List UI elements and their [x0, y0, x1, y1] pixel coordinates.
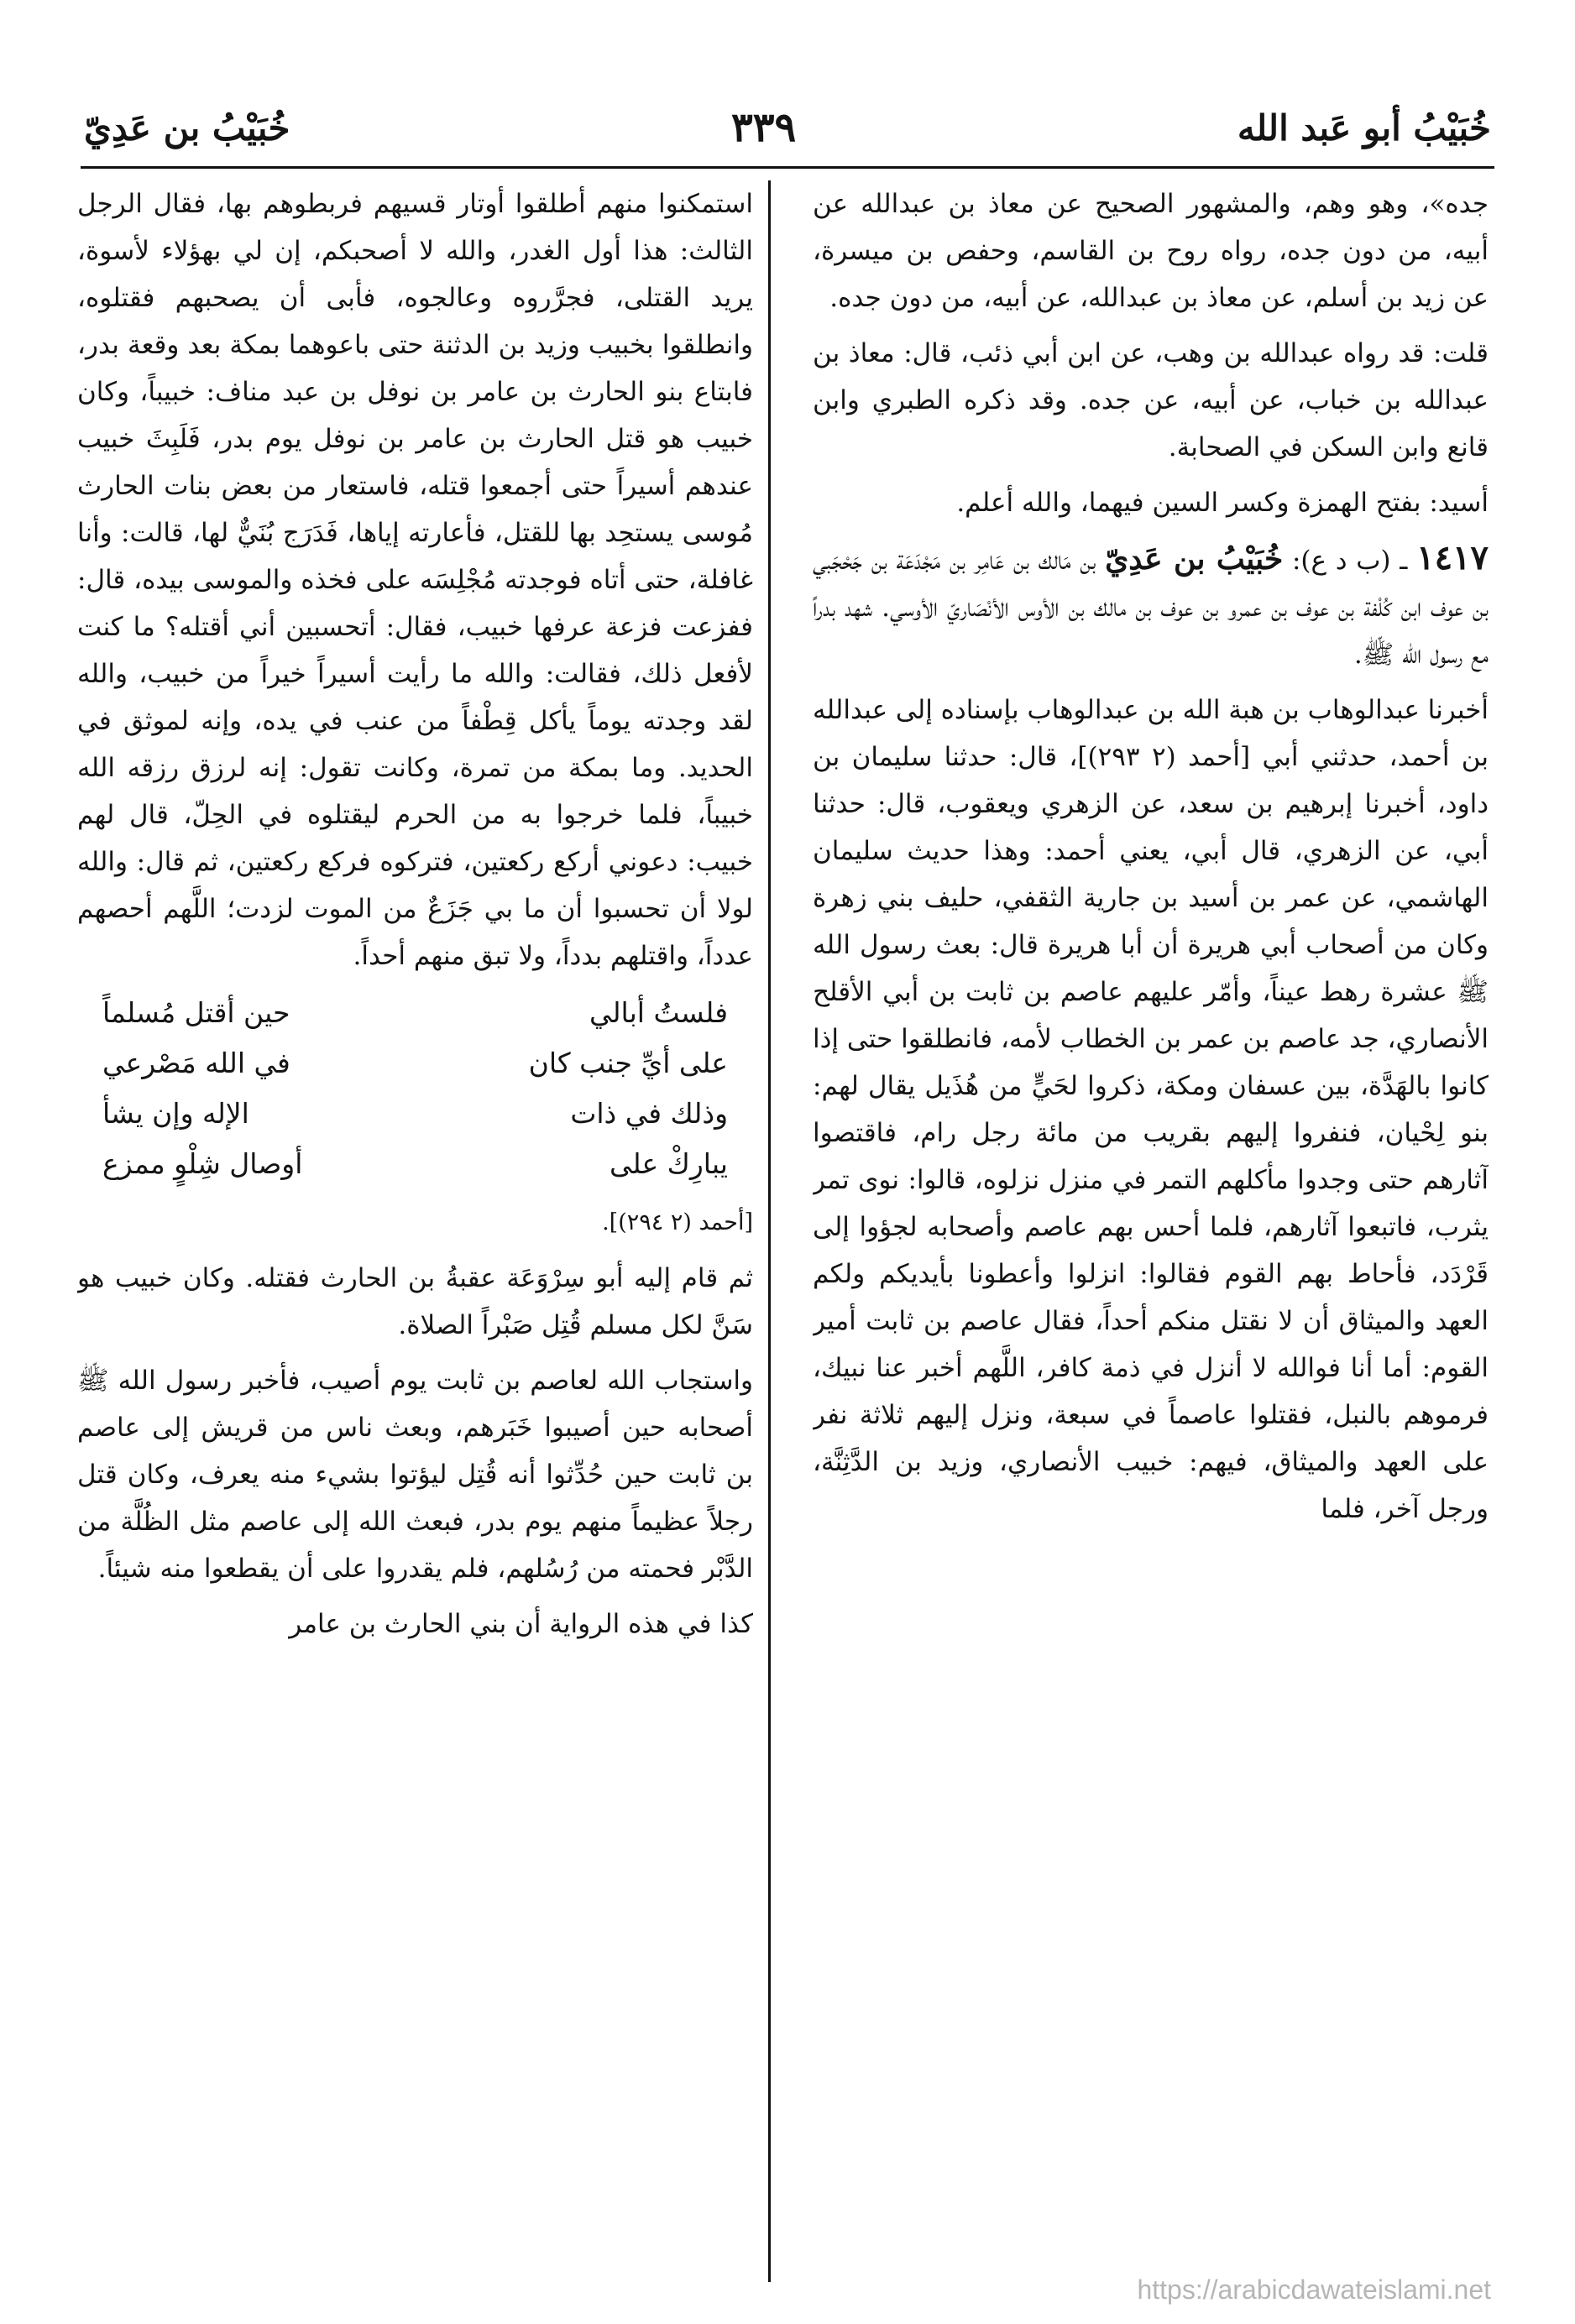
hemistich: في الله مَصْرعي — [102, 1047, 290, 1079]
running-title-left: خُبَيْبُ بن عَدِيّ — [84, 107, 290, 149]
entry-number: ١٤١٧ — [1416, 538, 1489, 577]
header-rule — [81, 166, 1494, 169]
paragraph: جده»، وهو وهم، والمشهور الصحيح عن معاذ بن عبدالله عن أبيه، من دون جده، رواه روح بن القاسم، وحفص بن ميسرة، عن زيد بن أسلم، عن معاذ بن عبدالله، عن أبيه، من دون جده. — [813, 189, 1489, 313]
running-title-right: خُبَيْبُ أبو عَبد الله — [1237, 107, 1491, 149]
entry-tags: ـ (ب د ع): — [1291, 546, 1408, 576]
paragraph: أسيد: بفتح الهمزة وكسر السين فيهما، والله أعلم. — [956, 488, 1489, 518]
page-number: ٣٣٩ — [730, 104, 797, 151]
entry-name: خُبَيْبُ بن عَدِيّ — [1105, 541, 1284, 577]
paragraph: استمكنوا منهم أطلقوا أوتار قسيهم فربطوهم بها، فقال الرجل الثالث: هذا أول الغدر، والله لا أصحبكم، إن لي بهؤلاء لأسوة، يريد القتلى، فجرَّروه وعالجوه، فأبى أن يصحبهم فقتلوه، وانطلقوا بخبيب وزيد بن الدثنة حتى باعوهما بمكة بعد وقعة بدر، فابتاع بنو الحارث بن عامر بن نوفل بن عبد مناف: خبيباً، وكان خبيب هو قتل الحارث بن عامر بن نوفل يوم بدر، فَلَبِثَ خبيب عندهم أسيراً حتى أجمعوا قتله، فاستعار من بعض بنات الحارث مُوسى يستحِد بها للقتل، فأعارته إياها، فَدَرَج بُنَيٌّ لها، قالت: وأنا غافلة، حتى أتاه فوجدته مُجْلِسَه على فخذه والموسى بيده، قال: ففزعت فزعة عرفها خبيب، فقال: أتحسبين أني أقتله؟ ما كنت لأفعل ذلك، فقالت: والله ما رأيت أسيراً خيراً من خبيب، والله لقد وجدته يوماً يأكل قِطْفاً من عنب في يده، وإنه لموثق في الحديد. وما بمكة من تمرة، وكانت تقول: إنه لرزق رزقه الله خبيباً، فلما خرجوا به من الحرم ليقتلوه في الحِلّ، قال لهم خبيب: دعوني أركع ركعتين، فتركوه فركع ركعتين، ثم قال: والله لولا أن تحسبوا أن ما بي جَزَعٌ من الموت لزدت؛ اللَّهم أحصهم عدداً، واقتلهم بدداً، ولا تبق منهم أحداً. — [77, 189, 753, 971]
hemistich: فلستُ أبالي — [589, 996, 728, 1029]
poem-line — [77, 988, 753, 1038]
hemistich: حين أقتل مُسلماً — [102, 996, 290, 1029]
poem-line — [77, 1139, 753, 1189]
paragraph: قلت: قد رواه عبدالله بن وهب، عن ابن أبي ذئب، قال: معاذ بن عبدالله بن خباب، عن أبيه، عن جده. وقد ذكره الطبري وابن قانع وابن السكن في الصحابة. — [813, 338, 1489, 462]
poem — [77, 988, 753, 1189]
hemistich: الإله وإن يشأ — [102, 1097, 249, 1130]
hemistich: أوصال شِلْوٍ ممزع — [102, 1147, 303, 1180]
poem-line — [77, 1089, 753, 1139]
right-column — [813, 180, 1489, 2262]
hemistich: وذلك في ذات — [570, 1097, 728, 1130]
paragraph: كذا في هذه الرواية أن بني الحارث بن عامر — [289, 1609, 753, 1639]
column-divider — [768, 180, 771, 2282]
watermark-url: https://arabicdawateislami.net — [1137, 2274, 1491, 2305]
poem-line — [77, 1038, 753, 1089]
left-column — [77, 180, 753, 2262]
paragraph: أخبرنا عبدالوهاب بن هبة الله بن عبدالوهاب بإسناده إلى عبدالله بن أحمد، حدثني أبي [أحمد (٢ ٢٩٣)]، قال: حدثنا سليمان بن داود، أخبرنا إبرهيم بن سعد، عن الزهري ويعقوب، قال: حدثنا أبي، عن الزهري، قال أبي، يعني أحمد: وهذا حديث سليمان الهاشمي، عن عمر بن أسيد بن جارية الثقفي، حليف بني زهرة وكان من أصحاب أبي هريرة أن أبا هريرة قال: بعث رسول الله ﷺ عشرة رهط عيناً، وأمّر عليهم عاصم بن ثابت بن أبي الأقلح الأنصاري، جد عاصم بن عمر بن الخطاب لأمه، فانطلقوا حتى إذا كانوا بالهَدَّة، بين عسفان ومكة، ذكروا لحَيٍّ من هُذَيل يقال لهم: بنو لِحْيان، فنفروا إليهم بقريب من مائة رجل رام، فاقتصوا آثارهم حتى وجدوا مأكلهم التمر في منزل نزلوه، قالوا: نوى تمر يثرب، فاتبعوا آثارهم، فلما أحس بهم عاصم وأصحابه لجؤوا إلى قَرْدَد، فأحاط بهم القوم فقالوا: انزلوا وأعطونا بأيديكم ولكم العهد والميثاق أن لا نقتل منكم أحداً، فقال عاصم بن ثابت أمير القوم: أما أنا فوالله لا أنزل في ذمة كافر، اللَّهم أخبر عنا نبيك، فرموهم بالنبل، فقتلوا عاصماً في سبعة، ونزل إليهم ثلاثة نفر على العهد والميثاق، فيهم: خبيب الأنصاري، وزيد بن الدَّثِنَّة، ورجل آخر، فلما — [813, 695, 1489, 1524]
entry-lineage: بن مَالك بن عَامِر بن مَجْدَعَة بن جَحْجَبي بن عوف ابن كُلْفة بن عوف بن عمرو بن عوف بن مالك بن الأوس الأنْصَاريّ الأوسي. شهد بدراً مع رسول الله ﷺ. — [813, 546, 1489, 670]
paragraph: واستجاب الله لعاصم بن ثابت يوم أصيب، فأخبر رسول الله ﷺ أصحابه حين أصيبوا خَبَرهم، وبعث ناس من قريش إلى عاصم بن ثابت حين حُدِّثوا أنه قُتِل ليؤتوا بشيء منه يعرف، وكان قتل رجلاً عظيماً منهم يوم بدر، فبعث الله إلى عاصم مثل الظُلَّة من الدَّبْر فحمته من رُسُلهم، فلم يقدروا على أن يقطعوا منه شيئاً. — [77, 1366, 753, 1584]
paragraph: ثم قام إليه أبو سِرْوَعَة عقبةُ بن الحارث فقتله. وكان خبيب هو سَنَّ لكل مسلم قُتِل صَبْراً الصلاة. — [77, 1263, 753, 1340]
citation: [أحمد (٢ ٢٩٤)]. — [602, 1209, 753, 1235]
hemistich: يبارِكْ على — [610, 1147, 728, 1180]
hemistich: على أيِّ جنب كان — [528, 1047, 728, 1079]
entry-heading — [813, 535, 1489, 678]
page-header — [84, 94, 1491, 161]
